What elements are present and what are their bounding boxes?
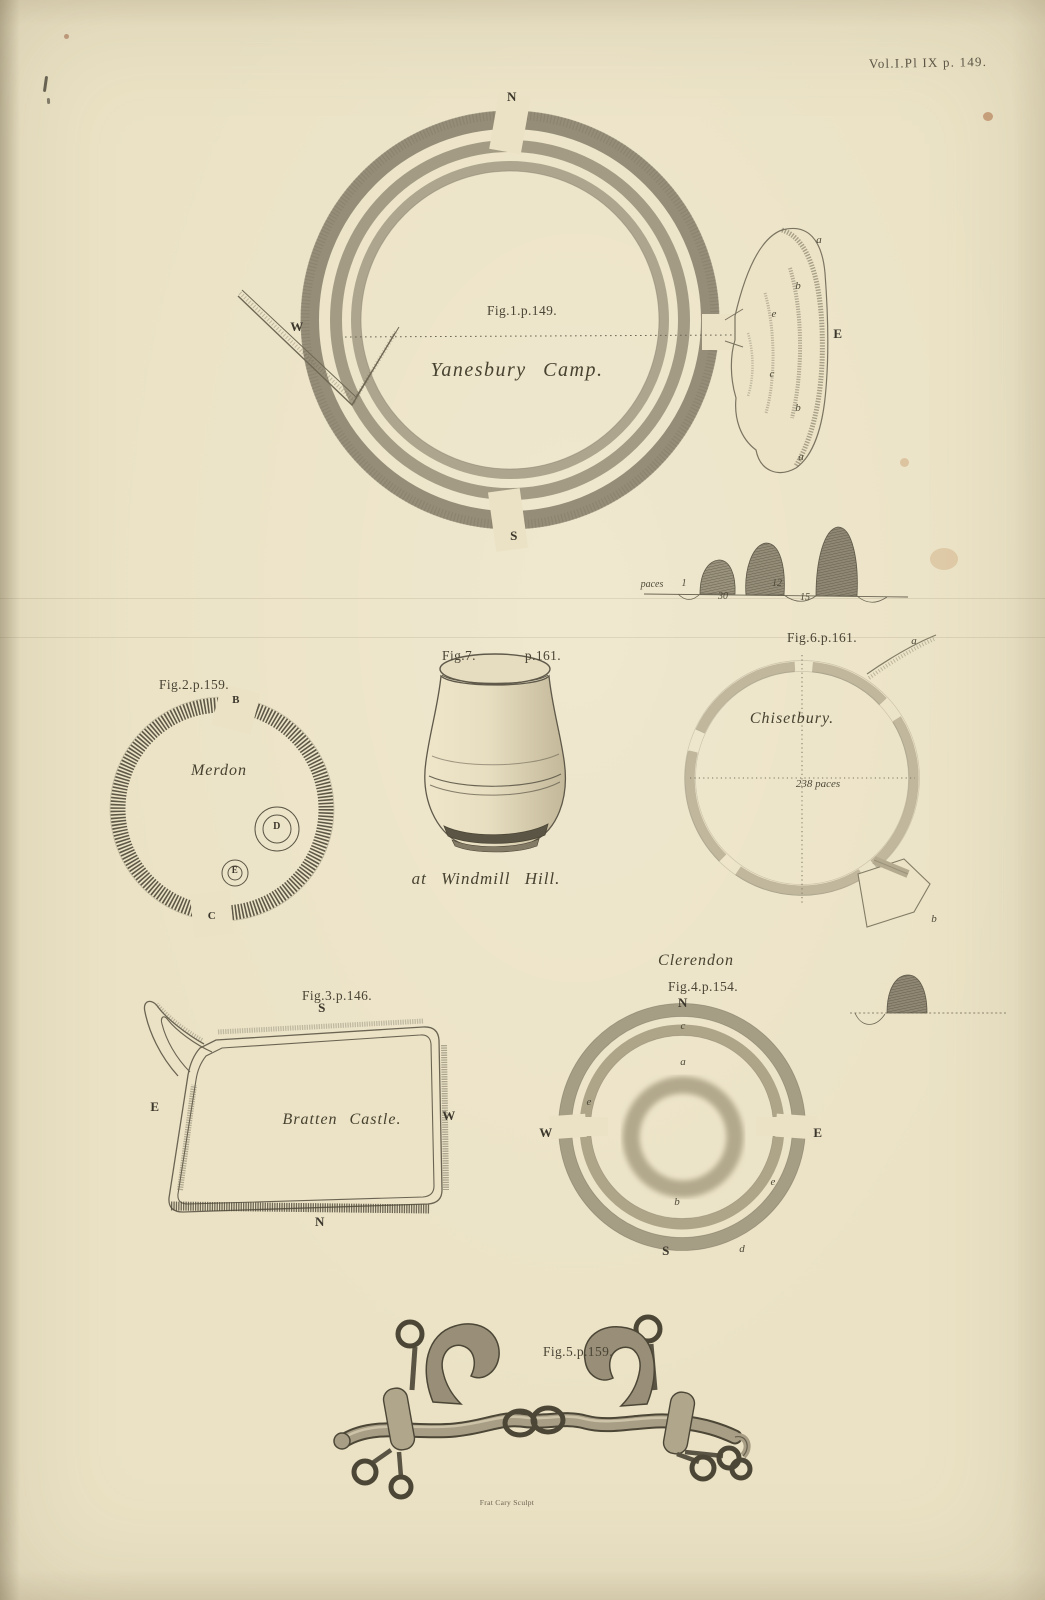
- fig7-label: Fig.7.: [442, 648, 476, 663]
- fig1-compass-e: E: [833, 326, 843, 341]
- fig2-letter-c: C: [207, 910, 217, 922]
- fig6-distance: 238 paces: [795, 778, 841, 790]
- yanesbury-east-outwork: [725, 228, 828, 472]
- merdon-rampart: [110, 684, 334, 938]
- section-tick-30: 30: [718, 591, 728, 602]
- fig1-title: Yanesbury Camp.: [430, 359, 604, 381]
- bit-right-cheek: [584, 1317, 750, 1479]
- fig4-letter-d: d: [739, 1243, 745, 1255]
- paper-stain: [900, 458, 909, 467]
- fig6-letter-b: b: [931, 913, 937, 925]
- fig4-letter-c: c: [680, 1020, 686, 1032]
- yanesbury-camp-drawing: [230, 78, 870, 578]
- clerendon-entrance-gaps: [549, 1114, 816, 1140]
- chisetbury-drawing: [662, 612, 980, 942]
- fig1-letter-c: c: [769, 368, 775, 380]
- chisetbury-outlying-enclosure: [858, 859, 930, 927]
- dotted-diameter: [345, 335, 735, 337]
- fig3-compass-n: N: [315, 1214, 325, 1229]
- fig1-letter-a-bottom: a: [798, 451, 804, 463]
- rampart-section-drawing: [628, 515, 920, 615]
- fig3-compass-w: W: [442, 1108, 456, 1123]
- fig6-title: Chisetbury.: [749, 710, 835, 727]
- fig2-letter-d: D: [273, 821, 281, 832]
- section-tick-15: 15: [800, 592, 810, 603]
- fig4-letter-a: a: [680, 1056, 686, 1068]
- fig4-label: Fig.4.p.154.: [667, 979, 739, 994]
- chisetbury-road: [867, 635, 936, 678]
- fig1-letter-b-bottom: b: [795, 402, 801, 414]
- fig1-letter-a-top: a: [816, 234, 822, 246]
- fig3-label: Fig.3.p.146.: [301, 988, 373, 1003]
- fig1-letter-e: e: [771, 308, 777, 320]
- fig2-letter-b: B: [232, 694, 240, 706]
- fig4-compass-e: E: [813, 1125, 823, 1140]
- fig3-title: Bratten Castle.: [282, 1111, 402, 1128]
- fig1-compass-s: S: [510, 528, 518, 543]
- fig4-title: Clerendon: [658, 952, 734, 969]
- bit-left-cheek: [334, 1322, 499, 1497]
- engraver-credit: Frat Cary Sculpt: [479, 1498, 535, 1507]
- fig6-label: Fig.6.p.161.: [786, 630, 858, 645]
- fig4-letter-e-left: e: [586, 1096, 592, 1108]
- fig5-label: Fig.5.p.159.: [542, 1344, 614, 1359]
- fig2-title: Merdon: [190, 762, 248, 779]
- clerendon-section-drawing: [845, 965, 1015, 1040]
- fig1-compass-w: W: [290, 319, 304, 334]
- plate-reference: Vol.I.Pl IX p. 149.: [868, 53, 988, 72]
- ink-fleck: [47, 98, 50, 104]
- fig4-compass-s: S: [662, 1243, 670, 1258]
- fig4-compass-w: W: [539, 1125, 553, 1140]
- section-mounds: [678, 527, 887, 602]
- fig2-letter-e: E: [231, 865, 239, 875]
- clerendon-inner-mound: [631, 1085, 735, 1189]
- fig7-page-ref: p.161.: [524, 648, 562, 663]
- fig3-compass-s: S: [318, 1000, 326, 1015]
- urn-body: [425, 654, 566, 852]
- horse-bit-drawing: [315, 1272, 765, 1537]
- paper-stain: [983, 112, 993, 121]
- section-tick-12: 12: [772, 578, 782, 589]
- section-unit-label: paces: [640, 579, 664, 590]
- fig1-compass-n: N: [507, 89, 517, 104]
- fig2-label: Fig.2.p.159.: [158, 677, 230, 692]
- fig1-label: Fig.1.p.149.: [486, 303, 558, 318]
- fig7-caption: at Windmill Hill.: [411, 869, 561, 888]
- paper-stain: [930, 548, 958, 570]
- paper-stain: [64, 34, 69, 39]
- merdon-drawing: [100, 680, 350, 940]
- yanesbury-ramparts: [301, 111, 719, 529]
- ink-fleck: [43, 76, 48, 92]
- fig6-letter-a: a: [911, 635, 917, 647]
- section-tick-1: 1: [681, 578, 687, 589]
- fig1-letter-b-top: b: [795, 280, 801, 292]
- urn-drawing: [408, 636, 583, 866]
- fig3-compass-e: E: [150, 1099, 160, 1114]
- fig4-letter-b: b: [674, 1196, 680, 1208]
- fig4-compass-n: N: [678, 995, 688, 1010]
- fig4-letter-e-right: e: [770, 1176, 776, 1188]
